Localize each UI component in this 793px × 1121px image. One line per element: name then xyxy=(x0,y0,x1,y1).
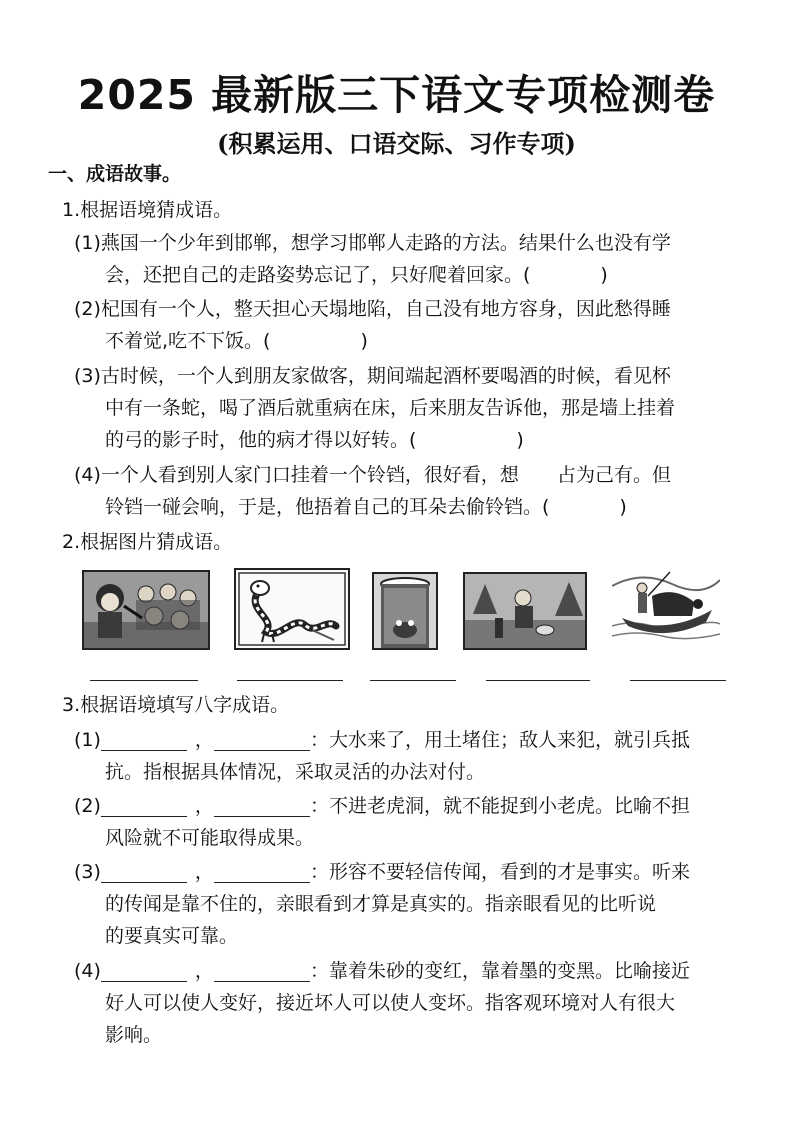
item-text: ：大水来了，用土堵住；敌人来犯，就引兵抵 xyxy=(309,729,690,751)
question-3-heading: 3.根据语境填写八字成语。 xyxy=(62,694,290,716)
item-text: ) xyxy=(619,496,627,518)
question-1-heading: 1.根据语境猜成语。 xyxy=(62,199,233,221)
item-text: 不着觉,吃不下饭。( xyxy=(105,330,271,352)
picture-answer-line-5[interactable] xyxy=(630,680,726,681)
item-number: (1) xyxy=(74,729,101,751)
q1-item-3-line-2: 中有一条蛇，喝了酒后就重病在床，后来朋友告诉他，那是墙上挂着 xyxy=(105,397,676,419)
idiom-picture-musicians xyxy=(82,570,210,650)
item-number: (4) xyxy=(74,960,101,982)
q3-item-4-line-1 xyxy=(74,960,690,982)
q3-item-3-line-2: 的传闻是靠不住的，亲眼看到才算是真实的。指亲眼看见的比听说 xyxy=(105,893,657,915)
idiom-picture-snake xyxy=(234,568,350,650)
idiom-blank-1a[interactable] xyxy=(101,732,187,751)
idiom-picture-farmer xyxy=(463,572,587,650)
q3-item-1-line-1 xyxy=(74,729,690,751)
item-text: 一个人看到别人家门口挂着一个铃铛，很好看，想 xyxy=(100,464,519,486)
item-text: 燕国一个少年到邯郸，想学习邯郸人走路的方法。结果什么也没有学 xyxy=(100,232,671,254)
item-number: (3) xyxy=(74,365,101,387)
q3-item-1-line-2: 抗。指根据具体情况，采取灵活的办法对付。 xyxy=(105,761,486,783)
item-number: (3) xyxy=(74,861,101,883)
q3-item-4-line-2: 好人可以使人变好，接近坏人可以使人变坏。指客观环境对人有很大 xyxy=(105,992,676,1014)
item-text: ) xyxy=(600,264,608,286)
item-number: (2) xyxy=(74,298,101,320)
item-text: 会，还把自己的走路姿势忘记了，只好爬着回家。( xyxy=(105,264,531,286)
q1-item-3-line-3 xyxy=(105,429,524,451)
item-text: 的弓的影子时，他的病才得以好转。( xyxy=(105,429,417,451)
section-heading: 一、成语故事。 xyxy=(48,163,182,185)
item-number: (4) xyxy=(74,464,101,486)
idiom-blank-1b[interactable] xyxy=(214,732,310,751)
item-number: (2) xyxy=(74,795,101,817)
idiom-blank-4a[interactable] xyxy=(101,963,187,982)
item-text: ：靠着朱砂的变红，靠着墨的变黑。比喻接近 xyxy=(309,960,690,982)
idiom-blank-2b[interactable] xyxy=(214,798,310,817)
q3-item-3-line-3: 的要真实可靠。 xyxy=(105,925,239,947)
item-number: (1) xyxy=(74,232,101,254)
separator: ， xyxy=(194,795,214,817)
item-text: 铃铛一碰会响，于是，他捂着自己的耳朵去偷铃铛。( xyxy=(105,496,550,518)
q3-item-2-line-1 xyxy=(74,795,690,817)
idiom-blank-4b[interactable] xyxy=(214,963,310,982)
item-text: 杞国有一个人，整天担心天塌地陷，自己没有地方容身，因此愁得睡 xyxy=(100,298,671,320)
separator: ， xyxy=(194,861,214,883)
q1-item-3-line-1 xyxy=(74,365,671,387)
item-text: 古时候，一个人到朋友家做客，期间端起酒杯要喝酒的时候，看见杯 xyxy=(100,365,671,387)
item-text: 占为己有。但 xyxy=(556,464,671,486)
idiom-blank-3a[interactable] xyxy=(101,864,187,883)
q3-item-3-line-1 xyxy=(74,861,690,883)
page-subtitle: (积累运用、口语交际、习作专项) xyxy=(217,129,576,158)
q1-item-1-line-2 xyxy=(105,264,608,286)
picture-answer-line-1[interactable] xyxy=(90,680,198,681)
picture-answer-line-4[interactable] xyxy=(486,680,590,681)
question-2-heading: 2.根据图片猜成语。 xyxy=(62,531,233,553)
idiom-picture-frog-in-well xyxy=(372,572,438,650)
picture-answer-line-3[interactable] xyxy=(370,680,456,681)
q1-item-2-line-1 xyxy=(74,298,671,320)
separator: ， xyxy=(194,729,214,751)
page-title: 2025 最新版三下语文专项检测卷 xyxy=(77,71,716,119)
q3-item-4-line-3: 影响。 xyxy=(105,1024,163,1046)
item-text: ) xyxy=(360,330,368,352)
q3-item-2-line-2: 风险就不可能取得成果。 xyxy=(105,827,315,849)
idiom-blank-3b[interactable] xyxy=(214,864,310,883)
item-text: ) xyxy=(516,429,524,451)
picture-answer-line-2[interactable] xyxy=(237,680,343,681)
q1-item-2-line-2 xyxy=(105,330,368,352)
idiom-picture-boat xyxy=(612,566,720,648)
separator: ， xyxy=(194,960,214,982)
q1-item-4-line-1 xyxy=(74,464,671,486)
q1-item-4-line-2 xyxy=(105,496,627,518)
item-text: ：形容不要轻信传闻，看到的才是事实。听来 xyxy=(309,861,690,883)
q1-item-1-line-1 xyxy=(74,232,671,254)
item-text: ：不进老虎洞，就不能捉到小老虎。比喻不担 xyxy=(309,795,690,817)
idiom-blank-2a[interactable] xyxy=(101,798,187,817)
